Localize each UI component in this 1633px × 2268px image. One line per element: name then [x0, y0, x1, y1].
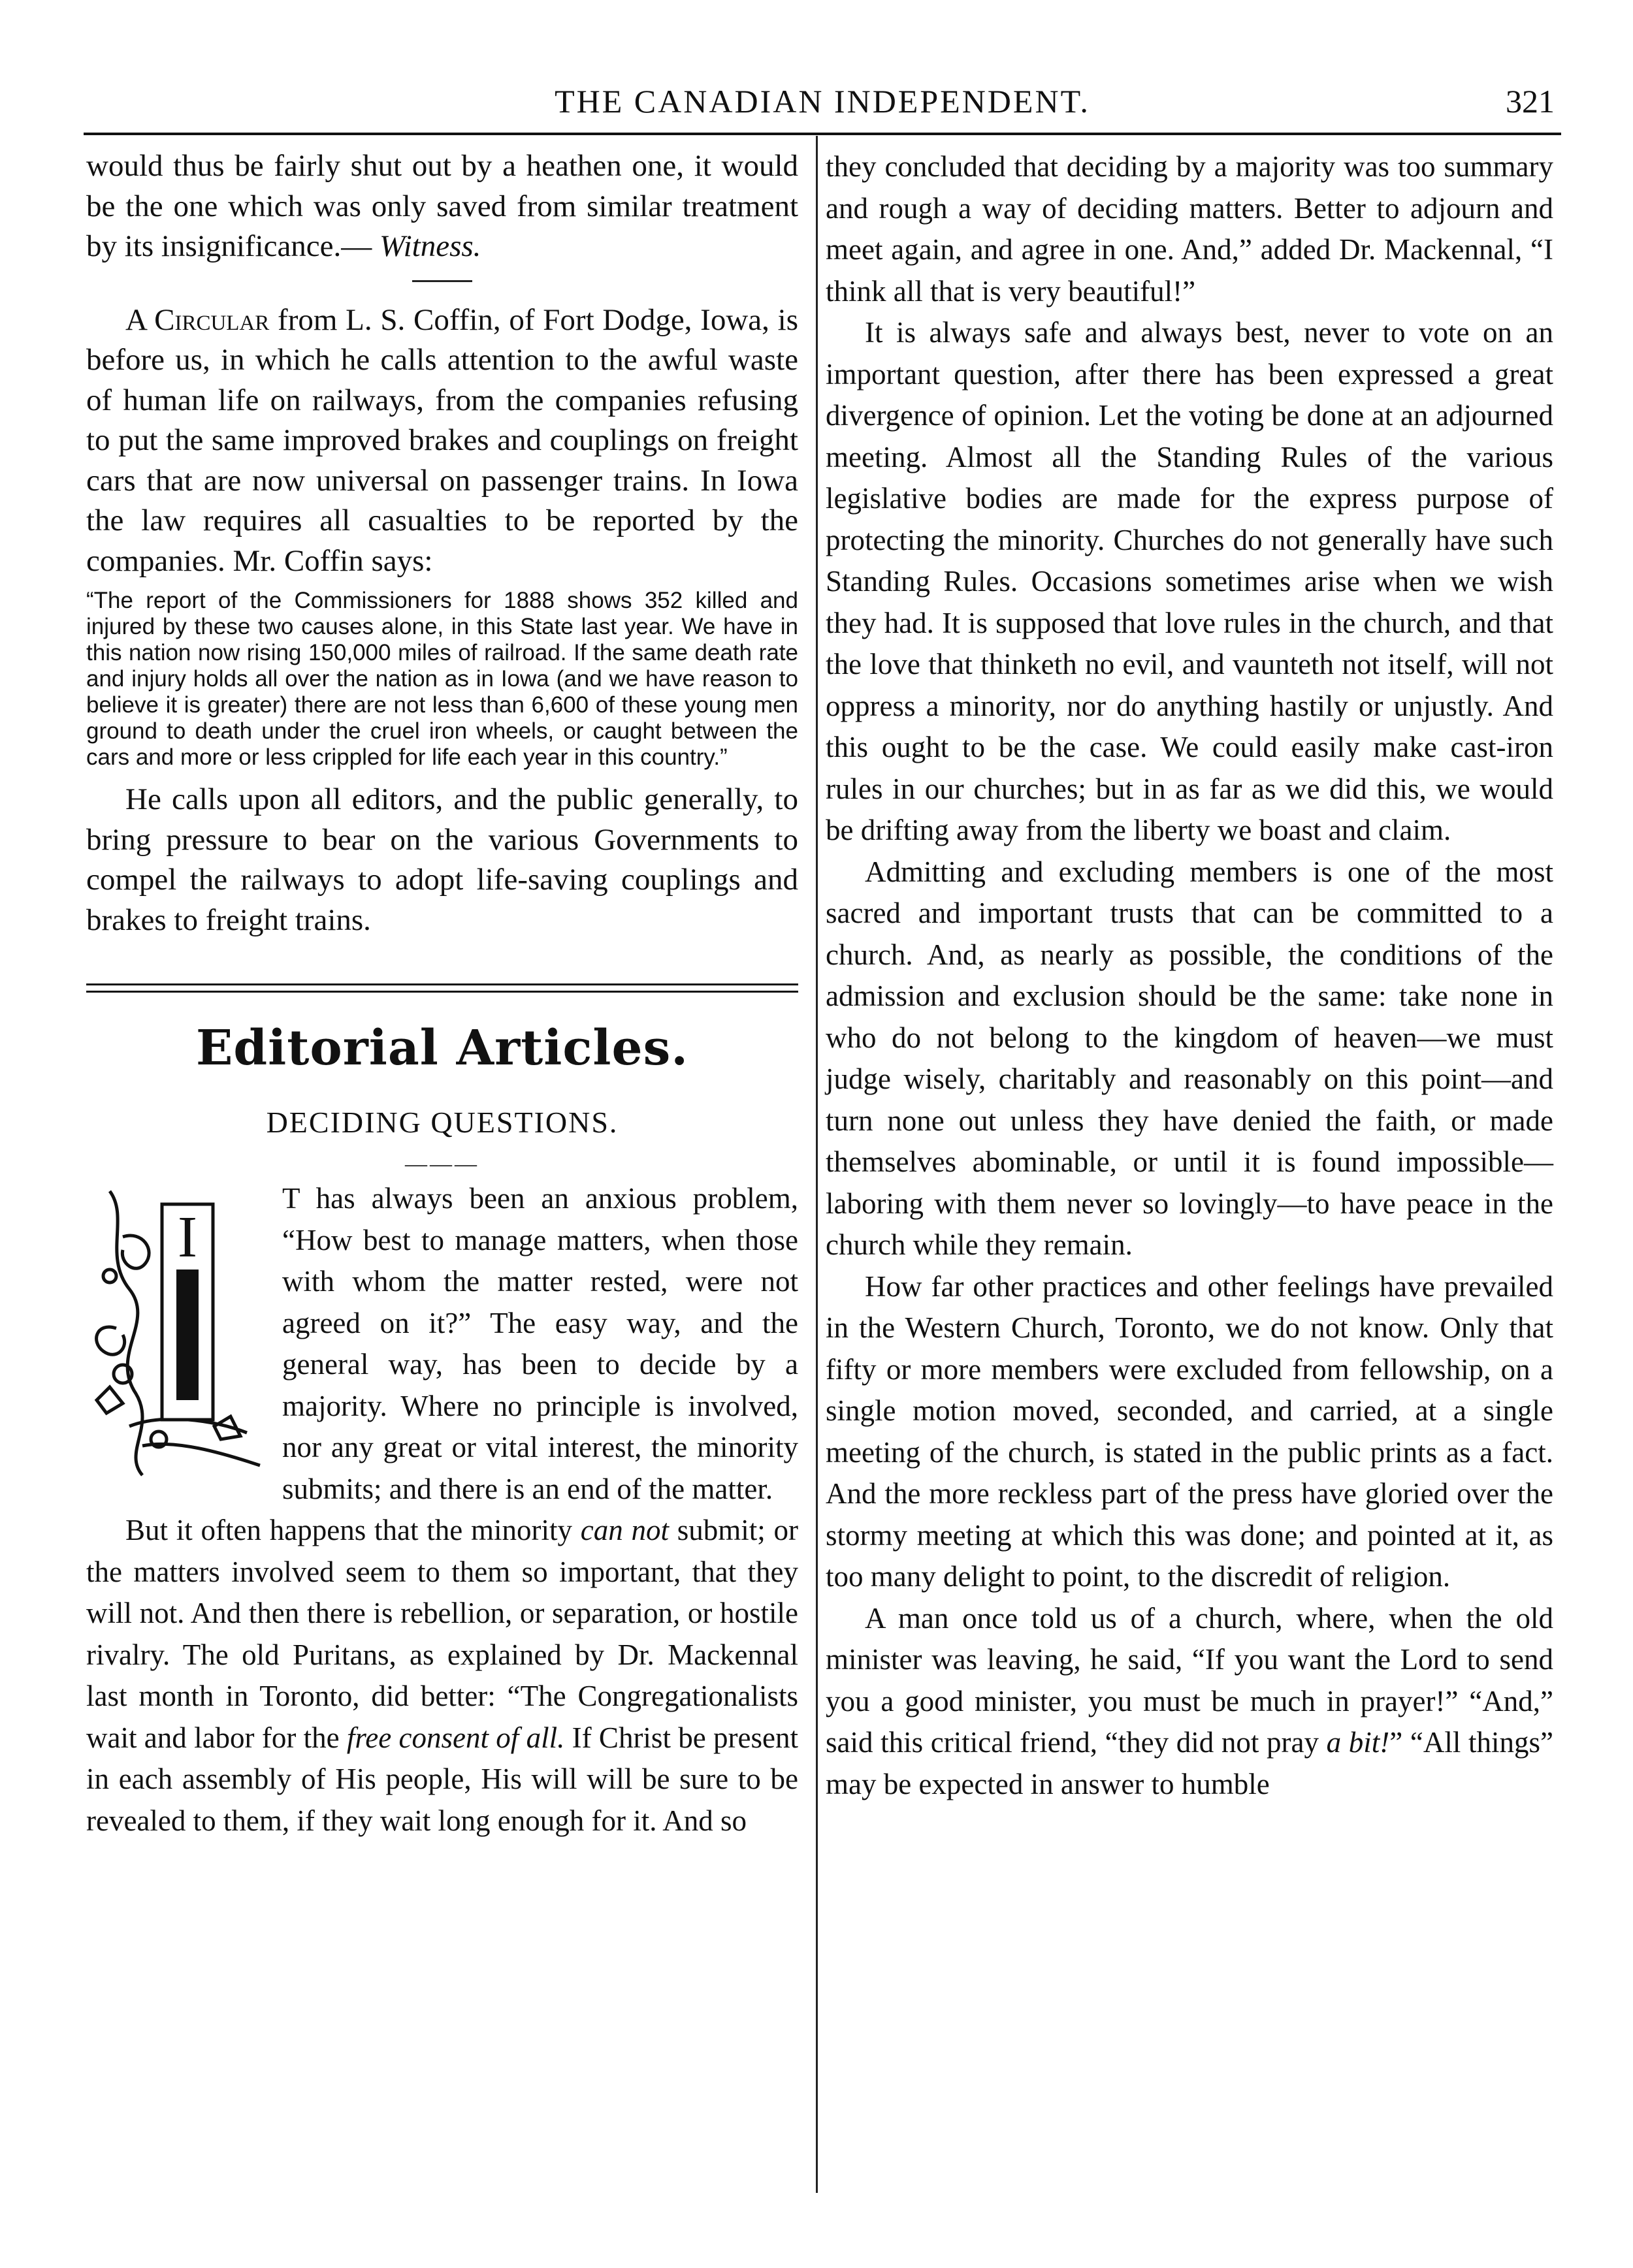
title-dashes: ——— [405, 1152, 479, 1176]
right-column [826, 146, 1553, 1805]
dropcap-letter: I [178, 1205, 197, 1270]
section-heading: Editorial Articles. [195, 1020, 689, 1076]
paragraph-text: submit; or the matters involved seem to them so important, that they will not. And then there is rebellion, or separation, or hostile rivalry. The old Puritans, as explained by Dr. Mackennal last month in Toronto, did better: “The Congregationalists wait and labor for the [86, 1514, 798, 1754]
header-rule [84, 133, 1561, 135]
paragraph-text: ” “All things” may be expected in answer to humble [826, 1726, 1553, 1800]
block-quote: “The report of the Commissioners for 1888 shows 352 killed and injured by these two causes alone, in this State last year. We have in this nation now rising 150,000 miles of railroad. If the same death rate and injury holds all over the nation as in Iowa (and we have reason to believe it is greater) there are not less than 6,600 of these young men ground to death under the cruel iron wheels, or caught between the cars and more or less crippled for life each year in this country.” [86, 588, 798, 770]
emphasis-text: a bit! [1326, 1726, 1390, 1759]
paragraph-safe-vote: It is always safe and always best, never to vote on an important question, after there has been expressed a great divergence of opinion. Let the voting be done at an adjourned meeting. Almost all the Standing Rules of the various legislative bodies are made for the express purpose of protecting the minority. Churches do not generally have such Standing Rules. Occasions sometimes arise when we wish they had. It is supposed that love rules in the church, and that the love that thinketh no evil, and vaunteth not itself, will not oppress a minority, nor do anything hastily or unjustly. And this ought to be the case. We could easily make cast-iron rules in our churches; but in as far as we did this, we would be drifting away from the liberty we boast and claim. [826, 316, 1553, 846]
paragraph-text: would thus be fairly shut out by a heathen one, it would be the one which was only saved from similar treatment by its insignificance.— [86, 149, 798, 263]
column-divider [816, 136, 818, 2193]
separator-rule [412, 280, 472, 282]
paragraph-text: But it often happens that the minority [125, 1514, 581, 1546]
paragraph-text: A man once told us of a church, where, when the old minister was leaving, he said, “If you want the Lord to send you a good minister, you must be much in prayer!” “And,” said this critical friend, “they did not pray [826, 1601, 1553, 1759]
emphasis-text: free consent of all. [346, 1721, 565, 1754]
paragraph-editors: He calls upon all editors, and the public generally, to bring pressure to bear on the various Governments to compel the railways to adopt life-saving couplings and brakes to freight trains. [86, 782, 798, 937]
article-title: DECIDING QUESTIONS. [266, 1106, 619, 1139]
article-body-start [86, 1178, 798, 1510]
lead-phrase: A Circular [125, 302, 270, 337]
page-header [84, 77, 1561, 129]
paragraph-witness-ending [86, 146, 798, 267]
paragraph-circular [86, 300, 798, 582]
section-double-rule [86, 983, 798, 993]
paragraph-deciding-intro: T has always been an anxious problem, “How best to manage matters, when those with whom the matter rested, were not agreed on it?” The easy way, and the general way, has been to decide by a majority. Where no principle is involved, nor any great or vital interest, the minority submits; and there is an end of the matter. [282, 1182, 798, 1505]
paragraph-text: If Christ be present in each assembly of His people, His will will be sure to be revealed to them, if they wait long enough for it. And so [86, 1721, 798, 1837]
ornamental-dropcap [84, 1178, 273, 1485]
publication-title: THE CANADIAN INDEPENDENT. [555, 83, 1090, 120]
paragraph-text: from L. S. Coffin, of Fort Dodge, Iowa, is before us, in which he calls attention to the awful waste of human life on railways, from the companies refusing to put the same improved brakes and couplings on freight cars that are now universal on passenger trains. In Iowa the law requires all casualties to be reported by the companies. Mr. Coffin says: [86, 302, 798, 578]
emphasis-text: can not [580, 1514, 669, 1546]
source-credit: Witness. [380, 229, 481, 263]
paragraph-western-church: How far other practices and other feelings have prevailed in the Western Church, Toronto, we do not know. Only that fifty or more members were excluded from fellowship, on a single motion moved, seconded, and carried, at a single meeting of the church, is stated in the public prints as a fact. And the more reckless part of the press have gloried over the stormy meeting at which this was done; and pointed at it, as too many delight to point, to the discredit of religion. [826, 1270, 1553, 1593]
paragraph-continuation: they concluded that deciding by a majority was too summary and rough a way of deciding matters. Better to adjourn and meet again, and agree in one. And,” added Dr. Mackennal, “I think all that is very beautiful!” [826, 150, 1553, 308]
paragraph-admitting: Admitting and excluding members is one of the most sacred and important trusts that can be committed to a church. And, as nearly as possible, the conditions of the admission and exclusion should be the same: take none in who do not belong to the kingdom of heaven—we must judge wisely, charitably and reasonably on this point—and turn none out unless they have denied the faith, or made themselves abominable, or until it is found impossible—laboring with them never so lovingly—to have peace in the church while they remain. [826, 855, 1553, 1261]
paragraph-minority [86, 1510, 798, 1842]
page-number: 321 [1506, 83, 1555, 120]
left-column [86, 146, 798, 1842]
paragraph-minister [826, 1598, 1553, 1806]
